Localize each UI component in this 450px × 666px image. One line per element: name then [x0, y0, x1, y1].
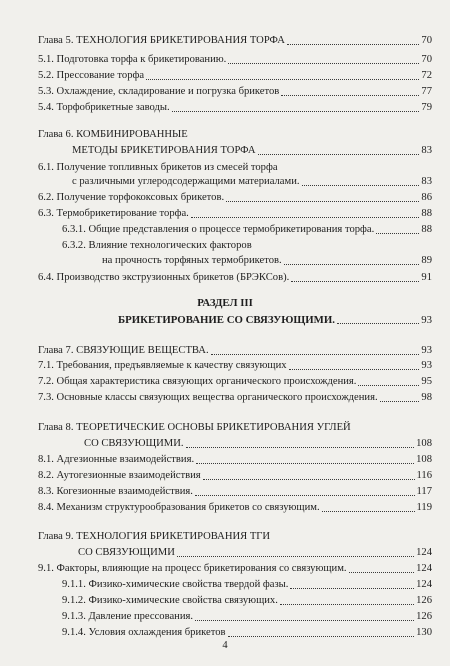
- toc-chapter-5[interactable]: Глава 5. ТЕХНОЛОГИЯ БРИКЕТИРОВАНИЯ ТОРФА 70: [38, 35, 432, 46]
- toc-entry-9-1[interactable]: 9.1. Факторы, влияющие на процесс брикетирования со связующим. 124: [38, 563, 432, 574]
- toc-entry-9-1-1[interactable]: 9.1.1. Физико-химические свойства твердой фазы. 124: [62, 579, 432, 590]
- toc-chapter-8[interactable]: Глава 8. ТЕОРЕТИЧЕСКИЕ ОСНОВЫ БРИКЕТИРОВАНИЯ УГЛЕЙ: [38, 422, 351, 433]
- toc-entry-6-1[interactable]: 6.1. Получение топливных брикетов из смесей торфа: [38, 162, 278, 173]
- toc-entry-7-2[interactable]: 7.2. Общая характеристика связующих органического происхождения. 95: [38, 376, 432, 387]
- toc-entry-7-1[interactable]: 7.1. Требования, предъявляемые к качеству связующих 93: [38, 360, 432, 371]
- toc-entry-6-3-2[interactable]: 6.3.2. Влияние технологических факторов: [62, 240, 252, 251]
- toc-entry-8-2[interactable]: 8.2. Аутогезионные взаимодействия 116: [38, 470, 432, 481]
- toc-chapter-7[interactable]: Глава 7. СВЯЗУЮЩИЕ ВЕЩЕСТВА. 93: [38, 345, 432, 356]
- toc-chapter-9-cont[interactable]: СО СВЯЗУЮЩИМИ 124: [78, 547, 432, 558]
- toc-chapter-6-cont[interactable]: МЕТОДЫ БРИКЕТИРОВАНИЯ ТОРФА 83: [72, 145, 432, 156]
- toc-entry-5-3[interactable]: 5.3. Охлаждение, складирование и погрузка брикетов 77: [38, 86, 432, 97]
- toc-entry-8-4[interactable]: 8.4. Механизм структурообразования брикетов со связующим. 119: [38, 502, 432, 513]
- toc-entry-6-3[interactable]: 6.3. Термобрикетирование торфа. 88: [38, 208, 432, 219]
- toc-entry-5-1[interactable]: 5.1. Подготовка торфа к брикетированию. 70: [38, 54, 432, 65]
- toc-entry-5-2[interactable]: 5.2. Прессование торфа 72: [38, 70, 432, 81]
- toc-entry-7-3[interactable]: 7.3. Основные классы связующих вещества органического происхождения. 98: [38, 392, 432, 403]
- toc-entry-8-3[interactable]: 8.3. Когезионные взаимодействия. 117: [38, 486, 432, 497]
- toc-entry-6-1-cont[interactable]: с различными углеродсодержащими материалами. 83: [72, 176, 432, 187]
- toc-chapter-6[interactable]: Глава 6. КОМБИНИРОВАННЫЕ: [38, 129, 188, 140]
- toc-entry-8-1[interactable]: 8.1. Адгезионные взаимодействия. 108: [38, 454, 432, 465]
- toc-entry-9-1-3[interactable]: 9.1.3. Давление прессования. 126: [62, 611, 432, 622]
- toc-chapter-9[interactable]: Глава 9. ТЕХНОЛОГИЯ БРИКЕТИРОВАНИЯ ТГИ: [38, 531, 271, 542]
- toc-section-3[interactable]: БРИКЕТИРОВАНИЕ СО СВЯЗУЮЩИМИ. 93: [118, 314, 432, 326]
- toc-entry-6-3-1[interactable]: 6.3.1. Общие представления о процессе термобрикетирования торфа. 88: [62, 224, 432, 235]
- toc-entry-5-4[interactable]: 5.4. Торфобрикетные заводы. 79: [38, 102, 432, 113]
- toc-entry-9-1-4[interactable]: 9.1.4. Условия охлаждения брикетов 130: [62, 627, 432, 638]
- toc-entry-9-1-2[interactable]: 9.1.2. Физико-химические свойства связующих. 126: [62, 595, 432, 606]
- toc-entry-6-3-2-cont[interactable]: на прочность торфяных термобрикетов. 89: [102, 255, 432, 266]
- toc-chapter-8-cont[interactable]: СО СВЯЗУЮЩИМИ. 108: [84, 438, 432, 449]
- section-heading: РАЗДЕЛ III: [197, 297, 253, 309]
- page-number: 4: [222, 640, 228, 651]
- toc-entry-6-4[interactable]: 6.4. Производство экструзионных брикетов (БРЭКСов). 91: [38, 272, 432, 283]
- toc-entry-6-2[interactable]: 6.2. Получение торфококсовых брикетов. 86: [38, 192, 432, 203]
